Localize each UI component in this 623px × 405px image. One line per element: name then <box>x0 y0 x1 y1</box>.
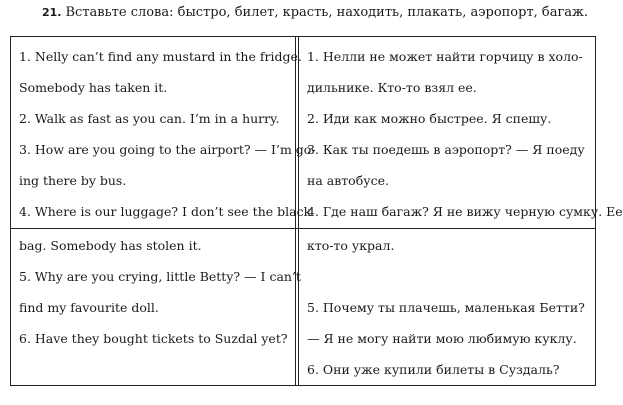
english-cell-top <box>19 41 316 227</box>
russian-line: — Я не могу найти мою любимую куклу. <box>307 331 577 346</box>
russian-line: 5. Почему ты плачешь, маленькая Бетти? <box>307 300 585 315</box>
english-line: 6. Have they bought tickets to Suzdal yet? <box>19 331 288 346</box>
russian-line: 4. Где наш багаж? Я не вижу черную сумку. Ее <box>307 204 623 219</box>
exercise-number: 21. <box>42 6 62 19</box>
russian-line: 3. Как ты поедешь в аэропорт? — Я поеду <box>307 142 585 157</box>
russian-line: дильнике. Кто-то взял ее. <box>307 80 477 95</box>
english-line: Somebody has taken it. <box>19 80 168 95</box>
russian-line: 6. Они уже купили билеты в Суздаль? <box>307 362 560 377</box>
row-divider <box>11 228 595 229</box>
russian-line: на автобусе. <box>307 173 389 188</box>
russian-cell-top <box>307 41 623 227</box>
english-line: ing there by bus. <box>19 173 127 188</box>
exercise-table <box>10 36 623 386</box>
russian-line: 1. Нелли не может найти горчицу в холо- <box>307 49 583 64</box>
exercise-heading <box>42 4 602 22</box>
russian-line: 2. Иди как можно быстрее. Я спешу. <box>307 111 552 126</box>
english-line: bag. Somebody has stolen it. <box>19 238 202 253</box>
exercise-instruction: Вставьте слова: быстро, билет, красть, находить, плакать, аэропорт, багаж. <box>65 5 589 20</box>
english-line: 1. Nelly can’t find any mustard in the fridge. <box>19 49 302 64</box>
english-line: 4. Where is our luggage? I don’t see the black <box>19 204 312 219</box>
blank-line <box>307 261 589 292</box>
english-line: 3. How are you going to the airport? — I’m go- <box>19 142 316 157</box>
english-line: 5. Why are you crying, little Betty? — I can’t <box>19 269 301 284</box>
russian-line: кто-то украл. <box>307 238 395 253</box>
russian-cell-bottom <box>307 230 589 385</box>
english-line: find my favourite doll. <box>19 300 159 315</box>
english-cell-bottom <box>19 230 301 354</box>
english-line: 2. Walk as fast as you can. I’m in a hurry. <box>19 111 280 126</box>
